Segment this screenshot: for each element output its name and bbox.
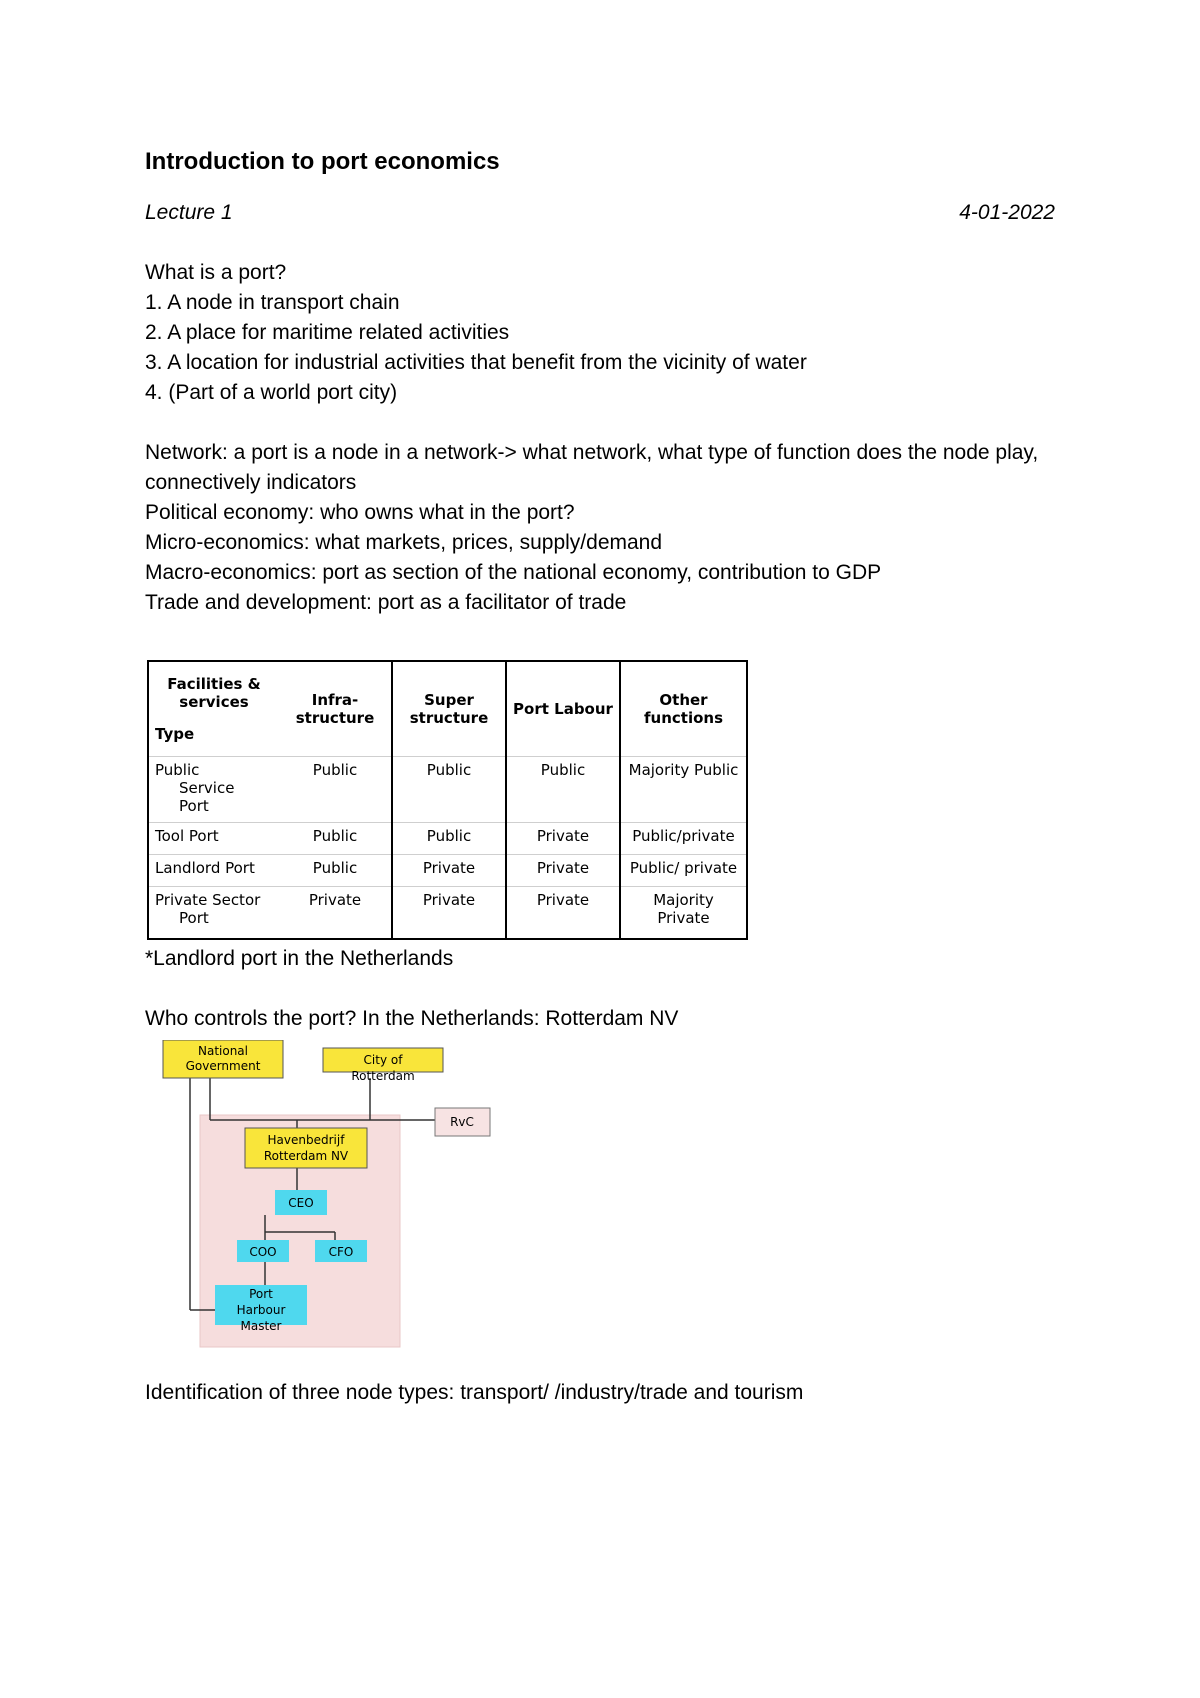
lecture-row — [145, 198, 1055, 228]
table-cell: Private — [279, 887, 392, 939]
table-row — [148, 887, 747, 939]
row-label: Public Service Port — [148, 757, 279, 823]
definition-item: 1. A node in transport chain — [145, 291, 400, 314]
definition-item: 2. A place for maritime related activities — [145, 321, 510, 344]
question-heading: What is a port? — [145, 261, 287, 284]
table-cell: Public — [392, 757, 506, 823]
table-row — [148, 757, 747, 823]
perspective-network: Network: a port is a node in a network-> what network, what type of function does the node play, connectively indicators — [145, 441, 1039, 494]
table-corner: Facilities & services Type — [148, 661, 279, 757]
identification-heading: Identification of three node types: transport/ /industry/trade and tourism — [145, 1381, 804, 1404]
rvc-label: RvC — [450, 1115, 474, 1129]
table-cell: Public — [506, 757, 620, 823]
harbour-master-label: Port — [249, 1287, 273, 1301]
lecture-date: 4-01-2022 — [959, 201, 1055, 224]
perspective-political: Political economy: who owns what in the port? — [145, 501, 575, 524]
page-title: Introduction to port economics — [145, 148, 500, 175]
harbour-master-label-2: Harbour — [236, 1303, 286, 1317]
table-cell: Public — [392, 823, 506, 855]
column-header: Other functions — [620, 661, 747, 757]
row-label: Landlord Port — [148, 855, 279, 887]
row-label: Tool Port — [148, 823, 279, 855]
perspective-micro: Micro-economics: what markets, prices, supply/demand — [145, 531, 663, 554]
table-cell: Public/ private — [620, 855, 747, 887]
table-cell: Majority Public — [620, 757, 747, 823]
national-government-label-2: Government — [185, 1059, 261, 1073]
table-cell: Public/private — [620, 823, 747, 855]
national-government-label: National — [197, 1044, 249, 1058]
table-cell: Private — [506, 823, 620, 855]
document-page — [145, 140, 1055, 618]
havenbedrijf-label: Havenbedrijf — [267, 1133, 345, 1147]
row-label: Private Sector Port — [148, 887, 279, 939]
table-cell: Private — [506, 887, 620, 939]
table-cell: Public — [279, 757, 392, 823]
table-cell: Public — [279, 823, 392, 855]
harbour-master-label-3: Master — [240, 1319, 282, 1333]
havenbedrijf-label-2: Rotterdam NV — [263, 1149, 349, 1163]
cfo-label: CFO — [328, 1245, 354, 1259]
table-row — [148, 823, 747, 855]
landlord-note: *Landlord port in the Netherlands — [145, 947, 454, 970]
definition-item: 3. A location for industrial activities that benefit from the vicinity of water — [145, 351, 807, 374]
table-cell: Private — [392, 855, 506, 887]
org-chart — [145, 1040, 500, 1358]
table-cell: Private — [506, 855, 620, 887]
lecture-label: Lecture 1 — [145, 201, 233, 224]
table-cell: Public — [279, 855, 392, 887]
column-header: Super structure — [392, 661, 506, 757]
column-header: Port Labour — [506, 661, 620, 757]
perspective-macro: Macro-economics: port as section of the national economy, contribution to GDP — [145, 561, 882, 584]
table-row — [148, 855, 747, 887]
who-controls-heading: Who controls the port? In the Netherlands: Rotterdam NV — [145, 1007, 679, 1030]
ceo-label: CEO — [288, 1196, 314, 1210]
coo-label: COO — [249, 1245, 277, 1259]
column-header: Infra-structure — [279, 661, 392, 757]
port-roles-table — [147, 660, 748, 940]
table-cell: Majority Private — [620, 887, 747, 939]
definition-item: 4. (Part of a world port city) — [145, 381, 398, 404]
city-of-rotterdam-label-2: Rotterdam — [351, 1069, 415, 1083]
city-of-rotterdam-label: City of — [363, 1053, 403, 1067]
table-cell: Private — [392, 887, 506, 939]
perspective-trade: Trade and development: port as a facilitator of trade — [145, 591, 627, 614]
